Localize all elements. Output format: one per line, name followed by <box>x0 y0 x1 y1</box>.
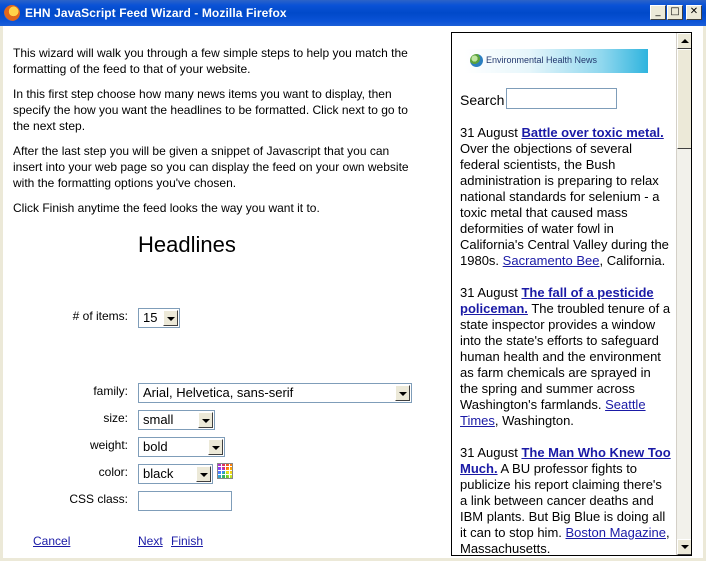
font-family-select[interactable] <box>138 383 412 403</box>
news-body: Over the objections of several federal scientists, the Bush administration is preparing to relax national standards for selenium - a toxic metal that caused mass deformities of water fowl in California's Central Valley during the 1980s. <box>460 141 669 268</box>
maximize-button[interactable]: □ <box>667 5 683 20</box>
news-item <box>460 445 672 556</box>
wizard-page <box>3 26 703 558</box>
news-location: , California. <box>599 253 666 268</box>
font-weight-label: weight: <box>89 438 128 452</box>
close-button[interactable]: ✕ <box>686 5 702 20</box>
news-item <box>460 285 672 429</box>
news-source-link[interactable]: Boston Magazine <box>565 525 666 540</box>
dropdown-arrow-icon <box>163 310 178 326</box>
scroll-down-icon[interactable] <box>677 539 692 555</box>
news-date: 31 August <box>460 125 518 140</box>
intro-paragraph: After the last step you will be given a snippet of Javascript that you can insert into your web page so you can display the feed on your own website with the formatting options you've chosen. <box>13 144 409 190</box>
intro-paragraph: This wizard will walk you through a few simple steps to help you match the formatting of the feed to that of your website. <box>13 46 408 76</box>
font-family-label: family: <box>93 384 128 398</box>
feed-preview-pane <box>451 32 692 556</box>
news-list <box>460 125 672 556</box>
css-class-input[interactable] <box>138 491 232 511</box>
dropdown-arrow-icon <box>196 466 211 482</box>
items-count-select[interactable] <box>138 308 180 328</box>
color-palette-icon[interactable] <box>217 463 233 479</box>
cancel-link[interactable]: Cancel <box>33 534 71 548</box>
intro-text <box>13 45 413 225</box>
news-body: A BU professor fights to publicize his report claiming there's a link between cancer deaths and IBM plants. But Big Blue is doing all it can to stop him. <box>460 461 666 540</box>
dropdown-arrow-icon <box>208 439 223 455</box>
font-size-value: small <box>143 412 174 427</box>
color-select[interactable] <box>138 464 213 484</box>
news-source-link[interactable]: Seattle Times <box>460 397 646 428</box>
news-source-link[interactable]: Sacramento Bee <box>502 253 600 268</box>
news-date: 31 August <box>460 285 518 300</box>
news-date: 31 August <box>460 445 518 460</box>
news-headline-link[interactable]: Battle over toxic metal. <box>521 125 664 140</box>
news-headline-link[interactable]: The fall of a pesticide policeman. <box>460 285 654 316</box>
logo-text: Environmental Health News <box>486 55 598 65</box>
globe-icon <box>470 54 483 67</box>
color-label: color: <box>98 465 128 479</box>
news-location: , Washington. <box>494 413 574 428</box>
intro-paragraph: Click Finish anytime the feed looks the way you want it to. <box>13 201 320 215</box>
news-headline-link[interactable]: The Man Who Knew Too Much. <box>460 445 671 476</box>
search-input[interactable] <box>506 88 617 109</box>
scroll-up-icon[interactable] <box>677 33 692 49</box>
news-body: The troubled tenure of a state inspector provides a window into the state's efforts to safeguard human health and the environment as farm chemicals are sprayed in the spring and summer across Washington's farmlands. <box>460 301 671 412</box>
news-item <box>460 125 672 269</box>
items-count-value: 15 <box>143 310 158 325</box>
font-family-value: Arial, Helvetica, sans-serif <box>143 385 294 400</box>
section-heading: Headlines <box>138 232 236 257</box>
scroll-thumb[interactable] <box>677 49 692 149</box>
window-title: EHN JavaScript Feed Wizard - Mozilla Firefox <box>25 6 287 20</box>
news-location: , Massachusetts. <box>460 525 670 556</box>
font-weight-select[interactable] <box>138 437 225 457</box>
minimize-button[interactable]: _ <box>650 5 666 20</box>
title-bar <box>0 0 706 26</box>
css-class-label: CSS class: <box>69 492 128 506</box>
items-label: # of items: <box>72 309 128 323</box>
search-label: Search <box>460 92 505 108</box>
font-size-label: size: <box>103 411 128 425</box>
dropdown-arrow-icon <box>198 412 213 428</box>
preview-scrollbar[interactable] <box>676 33 692 555</box>
color-value: black <box>143 466 174 481</box>
font-size-select[interactable] <box>138 410 215 430</box>
firefox-icon <box>4 5 20 21</box>
font-weight-value: bold <box>143 439 168 454</box>
finish-link[interactable]: Finish <box>171 534 204 548</box>
intro-paragraph: In this first step choose how many news items you want to display, then specify the how you want the headlines to be formatted. Click next to go to the next step. <box>13 87 408 133</box>
ehn-logo <box>465 49 648 73</box>
dropdown-arrow-icon <box>395 385 410 401</box>
next-link[interactable]: Next <box>138 534 163 548</box>
